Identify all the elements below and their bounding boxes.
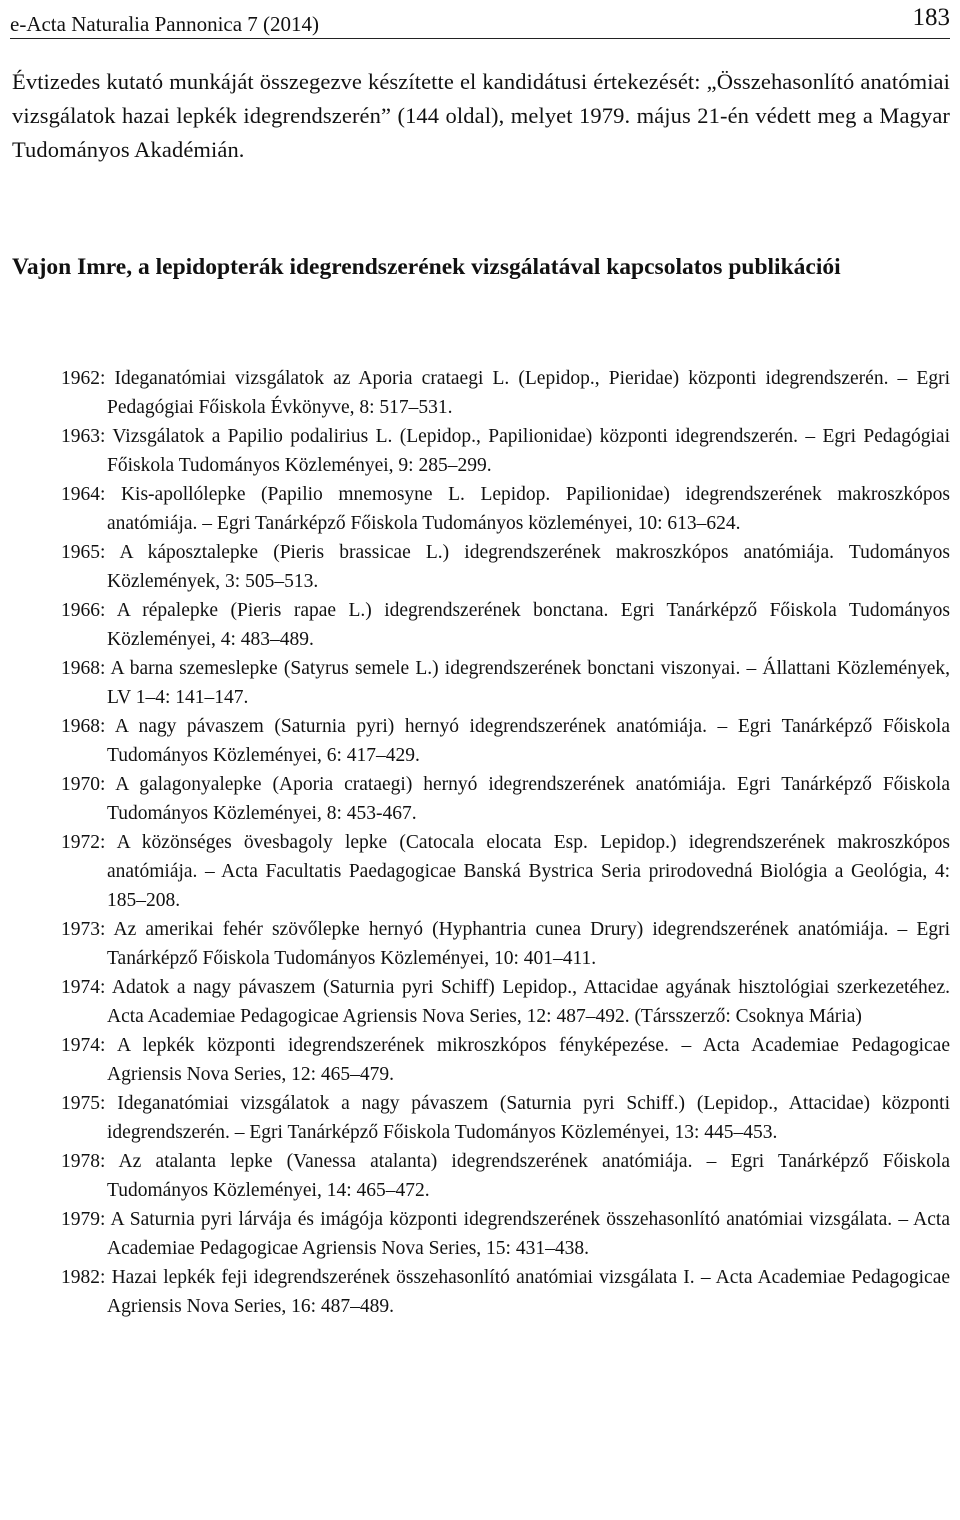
publication-entry: 1970: A galagonyalepke (Aporia crataegi) hernyó idegrendszerének anatómiája. Egri Tanárképző Főiskola Tudományos Közleményei, 8: 453-467. [61,774,950,824]
publication-entry: 1965: A káposztalepke (Pieris brassicae L.) idegrendszerének makroszkópos anatómiája. Tudományos Közlemények, 3: 505–513. [61,542,950,592]
intro-paragraph: Évtizedes kutató munkáját összegezve készítette el kandidátusi értekezését: „Összehasonlító anatómiai vizsgálatok hazai lepkék idegrendszerén” (144 oldal), melyet 1979. május 21-én védett meg a Magyar Tudományos Akadémián. [12,69,950,162]
publication-entry: 1968: A barna szemeslepke (Satyrus semele L.) idegrendszerének bonctani viszonyai. – Állattani Közlemények, LV 1–4: 141–147. [61,658,950,708]
running-header [10,2,950,39]
publication-entry: 1968: A nagy pávaszem (Saturnia pyri) hernyó idegrendszerének anatómiája. – Egri Tanárképző Főiskola Tudományos Közleményei, 6: 417–429. [61,716,950,766]
publication-entry: 1972: A közönséges övesbagoly lepke (Catocala elocata Esp. Lepidop.) idegrendszerének makroszkópos anatómiája. – Acta Facultatis Paedagogicae Banská Bystrica Seria prirodovedná Biológia a Geológia, 4: 185–208. [61,832,950,911]
publication-entry: 1982: Hazai lepkék feji idegrendszerének összehasonlító anatómiai vizsgálata I. – Acta Academiae Pedagogicae Agriensis Nova Series, 16: 487–489. [61,1267,950,1317]
publication-entry: 1975: Ideganatómiai vizsgálatok a nagy pávaszem (Saturnia pyri Schiff.) (Lepidop., Attacidae) központi idegrendszerén. – Egri Tanárképző Főiskola Tudományos Közleményei, 13: 445–453. [61,1093,950,1143]
publication-entry: 1962: Ideganatómiai vizsgálatok az Aporia crataegi L. (Lepidop., Pieridae) központi idegrendszerén. – Egri Pedagógiai Főiskola Évkönyve, 8: 517–531. [61,368,950,418]
publication-entry: 1974: A lepkék központi idegrendszerének mikroszkópos fényképezése. – Acta Academiae Pedagogicae Agriensis Nova Series, 12: 465–479. [61,1035,950,1085]
page-number: 183 [912,4,950,31]
journal-citation: e-Acta Naturalia Pannonica 7 (2014) [10,12,320,36]
section-heading: Vajon Imre, a lepidopterák idegrendszerének vizsgálatával kapcsolatos publikációi [12,254,841,280]
publication-entry: 1978: Az atalanta lepke (Vanessa atalanta) idegrendszerének anatómiája. – Egri Tanárképző Főiskola Tudományos Közleményei, 14: 465–472. [61,1151,950,1201]
publication-entry: 1973: Az amerikai fehér szövőlepke hernyó (Hyphantria cunea Drury) idegrendszerének anatómiája. – Egri Tanárképző Főiskola Tudományos Közleményei, 10: 401–411. [61,919,950,969]
publication-entry: 1966: A répalepke (Pieris rapae L.) idegrendszerének bonctana. Egri Tanárképző Főiskola Tudományos Közleményei, 4: 483–489. [61,600,950,650]
publication-entry: 1974: Adatok a nagy pávaszem (Saturnia pyri Schiff) Lepidop., Attacidae agyának hisztológiai szerkezetéhez. Acta Academiae Pedagogicae Agriensis Nova Series, 12: 487–492. (Társszerző: Csoknya Mária) [61,977,950,1027]
publication-list [61,364,950,1321]
publication-entry: 1979: A Saturnia pyri lárvája és imágója központi idegrendszerének összehasonlító anatómiai vizsgálata. – Acta Academiae Pedagogicae Agriensis Nova Series, 15: 431–438. [61,1209,950,1259]
publication-entry: 1963: Vizsgálatok a Papilio podalirius L. (Lepidop., Papilionidae) központi idegrendszerén. – Egri Pedagógiai Főiskola Tudományos Közleményei, 9: 285–299. [61,426,950,476]
publication-entry: 1964: Kis-apollólepke (Papilio mnemosyne L. Lepidop. Papilionidae) idegrendszerének makroszkópos anatómiája. – Egri Tanárképző Főiskola Tudományos közleményei, 10: 613–624. [61,484,950,534]
